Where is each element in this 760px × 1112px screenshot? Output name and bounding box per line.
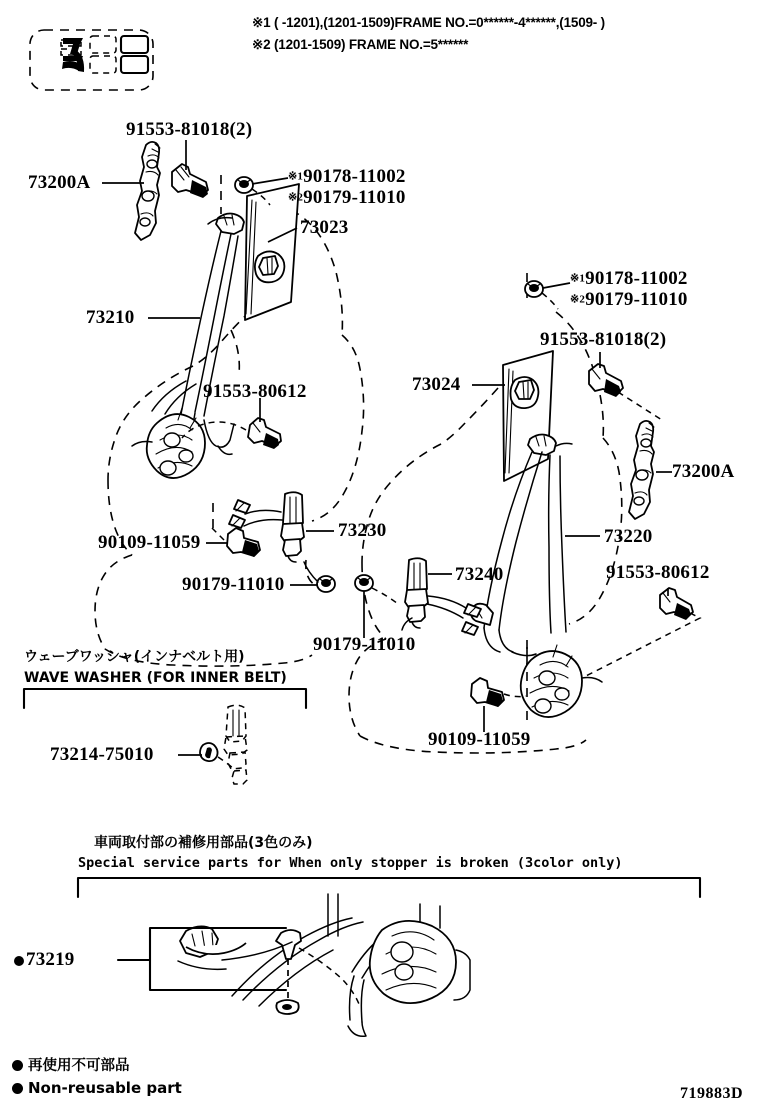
callout-90178-11002-right: ※190178-11002 (570, 268, 688, 289)
left-shoulder-anchor-73200a (135, 142, 160, 240)
callout-90179-11010-right-value: 90179-11010 (585, 289, 688, 310)
callout-73214-75010: 73214-75010 (50, 744, 154, 765)
header-note-2: ※2 (1201-1509) FRAME NO.=5****** (252, 37, 469, 52)
legend-en-text: Non-reusable part (28, 1079, 182, 1097)
legend-en (12, 1081, 182, 1096)
callout-91553-81018-left: 91553-81018(2) (126, 119, 253, 140)
legend-bullet-icon-jp (12, 1060, 23, 1071)
callout-90179-11010-right-inner: 90179-11010 (313, 634, 416, 655)
right-belt-loop (528, 435, 572, 456)
callout-73200a-right: 73200A (672, 461, 735, 482)
callout-91553-80612-right: 91553-80612 (606, 562, 710, 583)
legend-jp-text: 再使用不可部品 (28, 1058, 130, 1074)
right-retractor-bolt-icon (582, 588, 700, 678)
special-parts-box-bracket (78, 878, 700, 897)
wave-washer-illustration (200, 705, 247, 784)
right-retractor (521, 645, 602, 717)
callout-73240: 73240 (455, 564, 504, 585)
callout-90179-11010-left-inner: 90179-11010 (182, 574, 285, 595)
callout-73200a-left: 73200A (28, 172, 91, 193)
callout-73024: 73024 (412, 374, 461, 395)
right-shoulder-anchor-73200a (629, 421, 654, 519)
callout-90109-11059-right: 90109-11059 (428, 729, 531, 750)
callout-90109-11059-left: 90109-11059 (98, 532, 201, 553)
callout-73219-value: 73219 (26, 949, 75, 970)
left-anchor-bolt-icon (172, 164, 208, 198)
special-parts-title-jp: 車両取付部の補修用部品(3色のみ) (94, 835, 313, 851)
wave-washer-title-jp: ウェーブワッシャ(インナベルト用) (24, 649, 245, 665)
callout-91553-80612-left: 91553-80612 (203, 381, 307, 402)
special-parts-illustration (178, 894, 470, 1036)
special-parts-title-en: Special service parts for When only stopper is broken (3color only) (78, 855, 623, 871)
right-guide-nut-icon (525, 281, 558, 309)
callout-73220: 73220 (604, 526, 653, 547)
right-belt-webbing-73220 (471, 452, 566, 656)
callout-90178-11002-right-value: 90178-11002 (585, 268, 688, 289)
left-belt-loop (208, 214, 244, 235)
callout-90179-11010-left: ※290179-11010 (288, 187, 406, 208)
diagram-logo-badge (30, 30, 153, 90)
callout-90178-11002-left: ※190178-11002 (288, 166, 406, 187)
wave-washer-title-en: WAVE WASHER (FOR INNER BELT) (24, 670, 287, 686)
callout-90178-11002-left-value: 90178-11002 (303, 166, 406, 187)
callout-73023: 73023 (300, 217, 349, 238)
drawing-number: 719883D (680, 1085, 744, 1102)
right-anchor-bolt-icon (589, 364, 662, 420)
right-retractor-screw-icon (471, 640, 527, 707)
callout-90179-11010-right: ※290179-11010 (570, 289, 688, 310)
callout-90179-11010-left-value: 90179-11010 (303, 187, 406, 208)
legend-bullet-icon-en (12, 1083, 23, 1094)
callout-73219 (14, 950, 75, 969)
legend-jp (12, 1059, 130, 1074)
callout-73210: 73210 (86, 307, 135, 328)
wave-washer-box-bracket (24, 689, 306, 708)
header-note-1: ※1 ( -1201),(1201-1509)FRAME NO.=0******-4******,(1509- ) (252, 15, 605, 30)
callout-91553-81018-right: 91553-81018(2) (540, 329, 667, 350)
non-reusable-bullet-icon (14, 956, 24, 966)
callout-73230: 73230 (338, 520, 387, 541)
